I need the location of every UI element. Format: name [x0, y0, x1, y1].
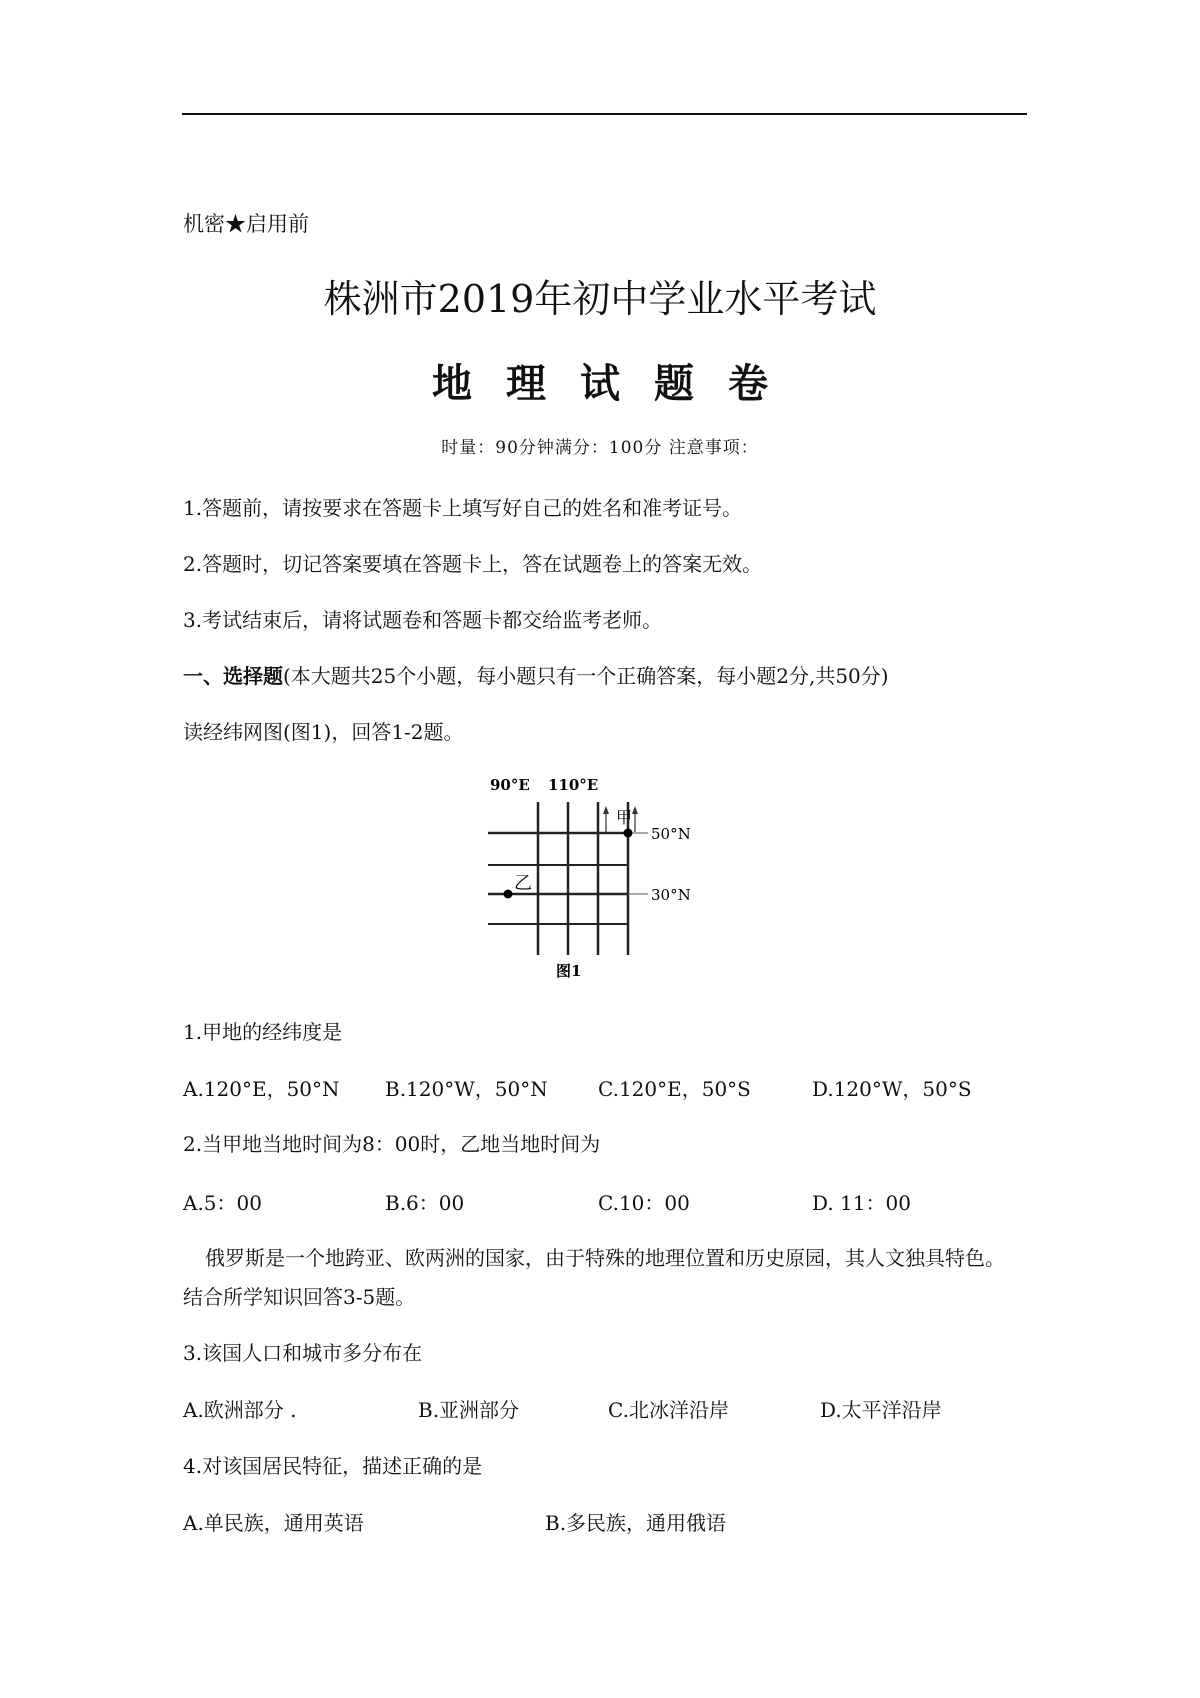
- lat-label-bottom: 30°N: [651, 886, 691, 904]
- q1-option-c: C.120°E，50°S: [598, 1077, 751, 1101]
- lon-label-right: 110°E: [548, 776, 599, 794]
- note-3: 3.考试结束后，请将试题卷和答题卡都交给监考老师。: [183, 608, 663, 632]
- section-heading-rest: (本大题共25个小题，每小题只有一个正确答案，每小题2分,共50分): [283, 664, 889, 688]
- question-2-stem: 2.当甲地当地时间为8：00时，乙地当地时间为: [183, 1132, 601, 1156]
- header-rule: [182, 113, 1027, 115]
- note-2: 2.答题时，切记答案要填在答题卡上，答在试题卷上的答案无效。: [183, 552, 763, 576]
- question-4-stem: 4.对该国居民特征，描述正确的是: [183, 1454, 483, 1478]
- section-heading-bold: 一、选择题: [183, 664, 283, 688]
- q2-option-d: D. 11：00: [812, 1191, 911, 1215]
- figure-caption: 图1: [556, 962, 582, 980]
- q4-option-b: B.多民族，通用俄语: [545, 1511, 727, 1535]
- passage-line-1: 俄罗斯是一个地跨亚、欧两洲的国家，由于特殊的地理位置和历史原园，其人文独具特色。: [205, 1246, 1005, 1270]
- figure-intro: 读经纬网图(图1)，回答1-2题。: [183, 720, 464, 744]
- q1-option-d: D.120°W，50°S: [812, 1077, 972, 1101]
- exam-meta: 时量：90分钟满分：100分 注意事项：: [441, 438, 759, 458]
- exam-subtitle: 地理试题卷: [432, 360, 802, 407]
- point-yi-marker: [504, 890, 513, 899]
- exam-title: 株洲市2019年初中学业水平考试: [323, 277, 877, 321]
- question-3-stem: 3.该国人口和城市多分布在: [183, 1341, 423, 1365]
- q3-option-d: D.太平洋沿岸: [820, 1398, 942, 1422]
- q1-option-a: A.120°E，50°N: [183, 1077, 340, 1101]
- q2-option-b: B.6：00: [385, 1191, 465, 1215]
- section-heading: [183, 660, 889, 689]
- point-yi-label: 乙: [514, 873, 532, 894]
- north-arrow-head: [603, 806, 609, 814]
- q2-option-c: C.10：00: [598, 1191, 690, 1215]
- point-jia-marker: [624, 829, 633, 838]
- north-arrow-head: [632, 806, 638, 814]
- q3-option-a: A.欧洲部分 .: [183, 1398, 297, 1422]
- point-jia-label: 甲: [616, 808, 633, 827]
- passage-line-2: 结合所学知识回答3-5题。: [183, 1285, 416, 1309]
- q1-option-b: B.120°W，50°N: [385, 1077, 548, 1101]
- lon-label-left: 90°E: [490, 776, 530, 794]
- q4-option-a: A.单民族，通用英语: [183, 1511, 364, 1535]
- confidential-label: 机密★启用前: [183, 212, 309, 236]
- q3-option-c: C.北冰洋沿岸: [608, 1398, 729, 1422]
- graticule-figure: [488, 770, 728, 980]
- q3-option-b: B.亚洲部分: [418, 1398, 520, 1422]
- q2-option-a: A.5：00: [183, 1191, 262, 1215]
- note-1: 1.答题前，请按要求在答题卡上填写好自己的姓名和准考证号。: [183, 496, 743, 520]
- question-1-stem: 1.甲地的经纬度是: [183, 1020, 343, 1044]
- lat-label-top: 50°N: [651, 825, 691, 843]
